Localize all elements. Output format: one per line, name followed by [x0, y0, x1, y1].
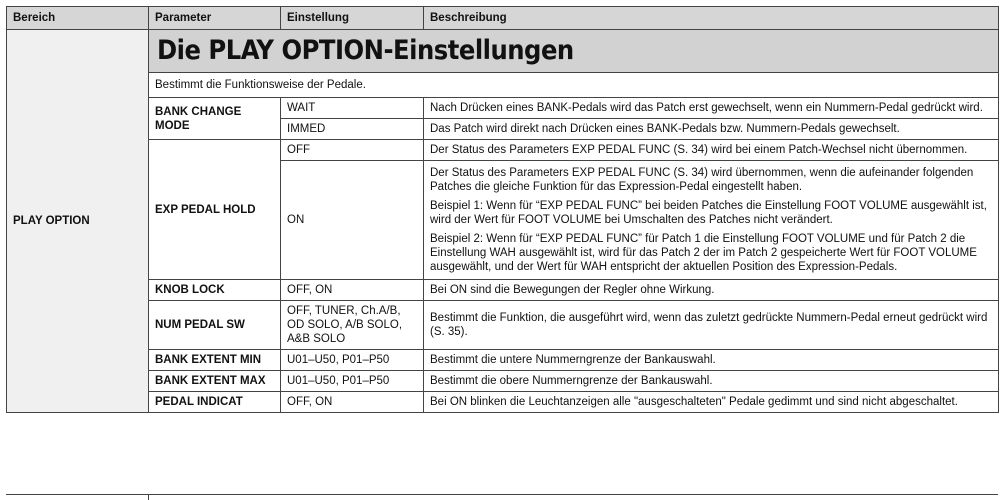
desc-exp-on — [424, 161, 999, 280]
setting-bank-extent-max: U01–U50, P01–P50 — [281, 371, 424, 392]
param-knob-lock: KNOB LOCK — [149, 280, 281, 301]
parameter-table — [6, 6, 999, 413]
header-beschreibung: Beschreibung — [424, 7, 999, 30]
table-row — [7, 392, 999, 413]
table-row — [7, 140, 999, 161]
desc-knob-lock: Bei ON sind die Bewegungen der Regler ohne Wirkung. — [424, 280, 999, 301]
param-bank-extent-min: BANK EXTENT MIN — [149, 350, 281, 371]
desc-bank-extent-max: Bestimmt die obere Nummerngrenze der Bankauswahl. — [424, 371, 999, 392]
table-header-row — [7, 7, 999, 30]
setting-knob-lock: OFF, ON — [281, 280, 424, 301]
table-row — [7, 371, 999, 392]
section-intro: Bestimmt die Funktionsweise der Pedale. — [149, 73, 999, 98]
setting-off: OFF — [281, 140, 424, 161]
desc-pedal-indicat: Bei ON blinken die Leuchtanzeigen alle "ausgeschalteten" Pedale gedimmt und sind nicht abgeschaltet. — [424, 392, 999, 413]
desc-num-pedal-sw: Bestimmt die Funktion, die ausgeführt wird, wenn das zuletzt gedrückte Nummern-Pedal erneut gedrückt wird (S. 35). — [424, 301, 999, 350]
setting-pedal-indicat: OFF, ON — [281, 392, 424, 413]
param-bank-extent-max: BANK EXTENT MAX — [149, 371, 281, 392]
setting-bank-extent-min: U01–U50, P01–P50 — [281, 350, 424, 371]
desc-bank-extent-min: Bestimmt die untere Nummerngrenze der Bankauswahl. — [424, 350, 999, 371]
desc-immed: Das Patch wird direkt nach Drücken eines BANK-Pedals bzw. Nummern-Pedals gewechselt. — [424, 119, 999, 140]
area-play-option: PLAY OPTION — [7, 30, 149, 413]
table-row — [7, 280, 999, 301]
table-row — [7, 350, 999, 371]
desc-exp-off: Der Status des Parameters EXP PEDAL FUNC (S. 34) wird bei einem Patch-Wechsel nicht übernommen. — [424, 140, 999, 161]
desc-wait: Nach Drücken eines BANK-Pedals wird das Patch erst gewechselt, wenn ein Nummern-Pedal gedrückt wird. — [424, 98, 999, 119]
param-pedal-indicat: PEDAL INDICAT — [149, 392, 281, 413]
setting-on: ON — [281, 161, 424, 280]
header-bereich: Bereich — [7, 7, 149, 30]
header-einstellung: Einstellung — [281, 7, 424, 30]
setting-immed: IMMED — [281, 119, 424, 140]
param-bank-change-mode: BANK CHANGE MODE — [149, 98, 281, 140]
bottom-divider — [6, 494, 998, 495]
param-num-pedal-sw: NUM PEDAL SW — [149, 301, 281, 350]
desc-exp-on-paragraph-1: Der Status des Parameters EXP PEDAL FUNC (S. 34) wird übernommen, wenn die aufeinander folgenden Patches die gleiche Funktion für das Expression-Pedal eingestellt haben. — [430, 167, 974, 193]
desc-exp-on-example-1: Beispiel 1: Wenn für “EXP PEDAL FUNC” bei beiden Patches die Einstellung FOOT VOLUME ausgewählt ist, wird der Wert für FOOT VOLUME bei Umschalten des Patches nicht verändert. — [430, 200, 987, 226]
param-exp-pedal-hold: EXP PEDAL HOLD — [149, 140, 281, 280]
setting-wait: WAIT — [281, 98, 424, 119]
desc-exp-on-example-2: Beispiel 2: Wenn für “EXP PEDAL FUNC” für Patch 1 die Einstellung FOOT VOLUME und für Patch 2 die Einstellung WAH ausgewählt ist, wird für das Patch 2 der im Patch 2 gespeicherte Wert für FOOT VOLUME ausgewählt, und der Wert für WAH entspricht der aktuellen Position des Expression-Pedals. — [430, 233, 977, 273]
table-row — [7, 98, 999, 119]
section-title: Die PLAY OPTION-Einstellungen — [149, 30, 999, 73]
setting-num-pedal-sw: OFF, TUNER, Ch.A/B, OD SOLO, A/B SOLO, A&B SOLO — [281, 301, 424, 350]
header-parameter: Parameter — [149, 7, 281, 30]
table-row — [7, 301, 999, 350]
